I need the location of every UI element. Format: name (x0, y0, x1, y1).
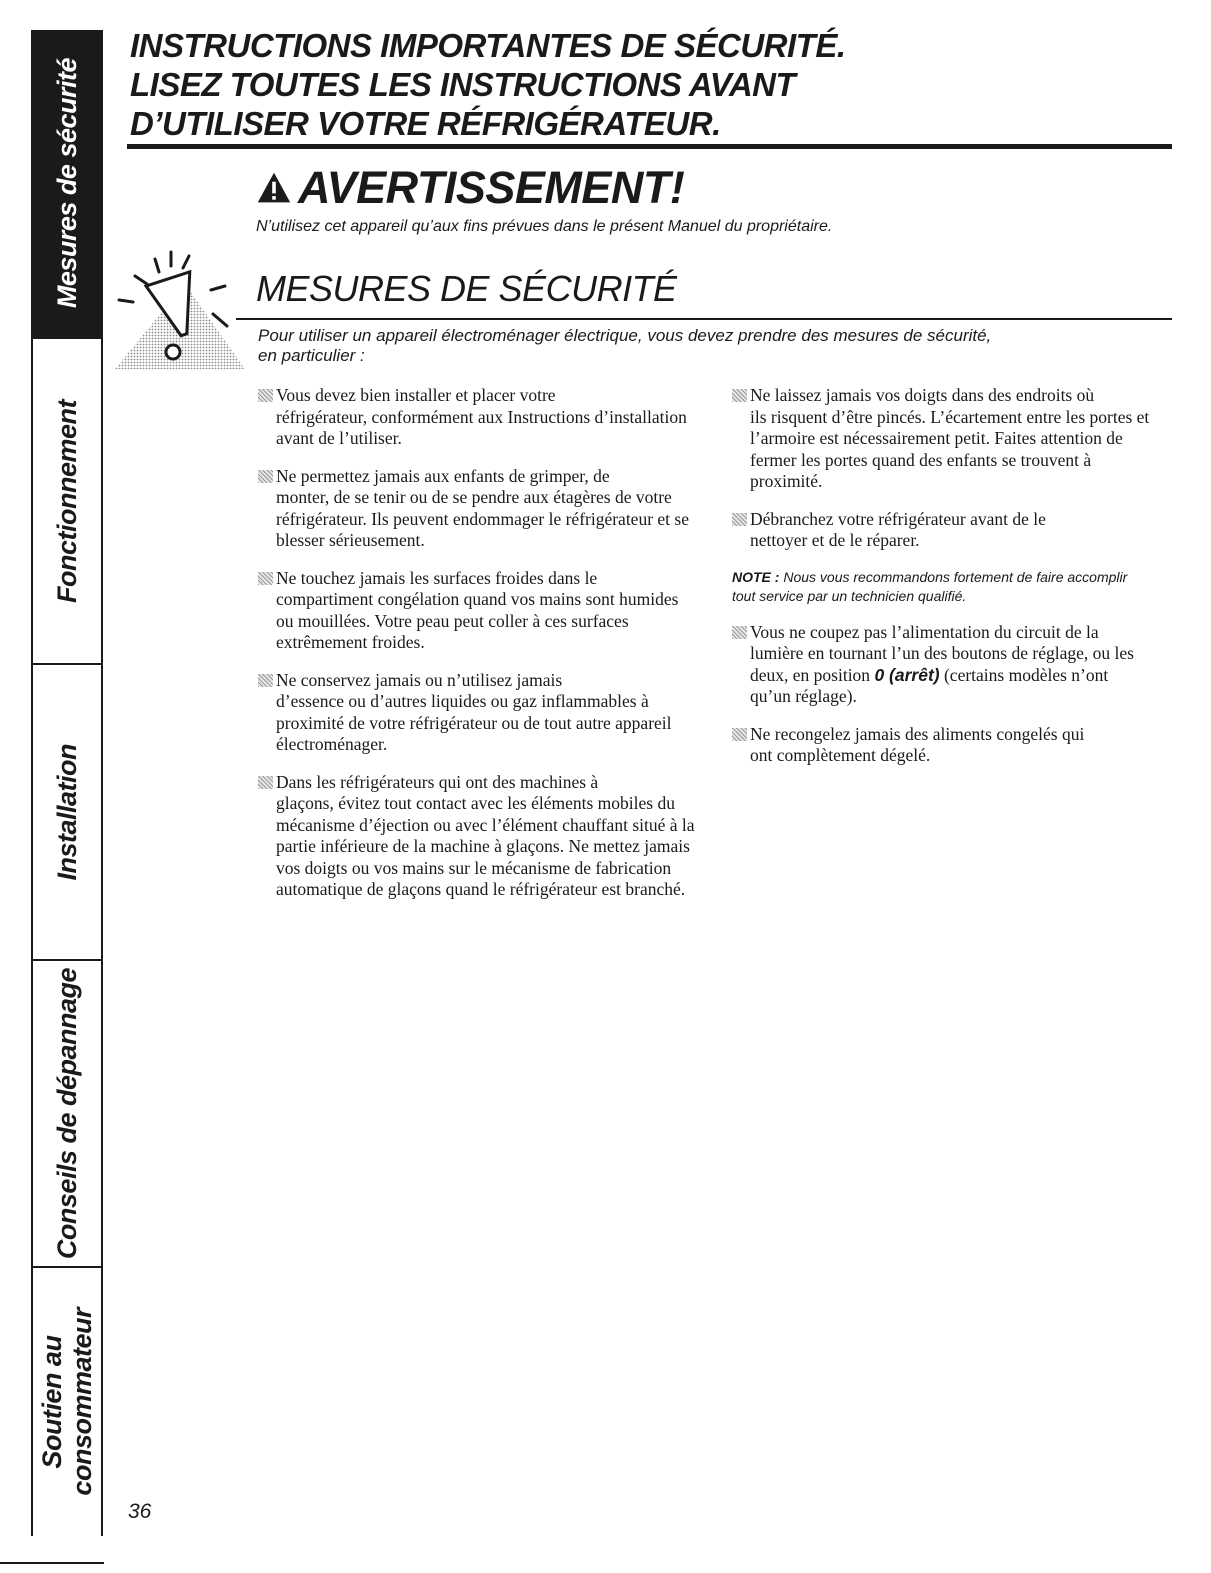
list-item: Ne touchez jamais les surfaces froides dans le compartiment congélation quand vos mains sont humides ou mouillées. Votre peau peut coller à ces surfaces extrêmement froides. (258, 568, 698, 654)
bullet-icon (258, 674, 273, 687)
bullet-icon (732, 728, 747, 741)
bullet-icon (258, 470, 273, 483)
list-item: Ne laissez jamais vos doigts dans des endroits où ils risquent d’être pincés. L’écartement entre les portes et l’armoire est nécessairement petit. Faites attention de fermer les portes quand des enfants se trouvent à proximité. (732, 385, 1152, 493)
bullet-icon (258, 572, 273, 585)
bullet-icon (258, 389, 273, 402)
list-item: Vous devez bien installer et placer votre réfrigérateur, conformément aux Instructions d’installation avant de l’utiliser. (258, 385, 698, 450)
left-column (258, 385, 698, 917)
tab-soutien-au-consommateur[interactable] (33, 1268, 101, 1536)
tab-label: Soutien au consommateur (37, 1308, 97, 1496)
bullet-icon (258, 776, 273, 789)
list-item: Débranchez votre réfrigérateur avant de le nettoyer et de le réparer. (732, 509, 1152, 552)
side-tabs (31, 30, 103, 1536)
title-line-1: INSTRUCTIONS IMPORTANTES DE SÉCURITÉ. (130, 27, 846, 64)
list-item: Dans les réfrigérateurs qui ont des machines à glaçons, évitez tout contact avec les éléments mobiles du mécanisme d’éjection ou avec l’élément chauffant situé à la partie inférieure de la machine à glaçons. Ne mettez jamais vos doigts ou vos mains sur le mécanisme de fabrication automatique de glaçons quand le réfrigérateur est branché. (258, 772, 698, 901)
intro-line-1: Pour utiliser un appareil électroménager électrique, vous devez prendre des mesures de sécurité, (258, 326, 992, 345)
tab-label: Mesures de sécurité (52, 58, 82, 309)
tab-installation[interactable] (33, 665, 101, 961)
section-intro (258, 326, 1138, 366)
warning-triangle-icon (256, 170, 292, 206)
tab-mesures-de-securite[interactable] (33, 30, 101, 339)
note-text: Nous vous recommandons fortement de faire accomplir tout service par un technicien qualifié. (732, 568, 1128, 604)
tab-label: Fonctionnement (52, 399, 82, 603)
right-column (732, 385, 1152, 783)
warning-subtitle: N’utilisez cet appareil qu’aux fins prévues dans le présent Manuel du propriétaire. (256, 218, 833, 235)
bottom-rule (0, 1562, 104, 1564)
page-number: 36 (128, 1500, 152, 1523)
off-position-label: 0 (arrêt) (874, 664, 940, 685)
section-rule (236, 318, 1172, 320)
bullet-icon (732, 513, 747, 526)
tab-label: Conseils de dépannage (52, 967, 82, 1260)
intro-line-2: en particulier : (258, 346, 365, 365)
bullet-icon (732, 389, 747, 402)
warning-heading (256, 162, 684, 214)
list-item: Ne recongelez jamais des aliments congelés qui ont complètement dégelé. (732, 724, 1152, 767)
note-label: NOTE : (732, 568, 780, 585)
section-title: MESURES DE SÉCURITÉ (256, 268, 677, 309)
tab-label: Installation (52, 743, 82, 881)
page-title (130, 26, 1170, 143)
list-item: Ne conservez jamais ou n’utilisez jamais d’essence ou d’autres liquides ou gaz inflammables à proximité de votre réfrigérateur ou de tout autre appareil électroménager. (258, 670, 698, 756)
note (732, 568, 1152, 606)
list-item: Ne permettez jamais aux enfants de grimper, de monter, de se tenir ou de se pendre aux étagères de votre réfrigérateur. Ils peuvent endommager le réfrigérateur et se blesser sérieusement. (258, 466, 698, 552)
title-line-3: D’UTILISER VOTRE RÉFRIGÉRATEUR. (130, 105, 721, 142)
safety-alert-icon (115, 244, 245, 374)
list-item: Vous ne coupez pas l’alimentation du circuit de la lumière en tournant l’un des boutons de réglage, ou les deux, en position 0 (arrêt) (certains modèles n’ont qu’un réglage). (732, 622, 1152, 708)
tab-fonctionnement[interactable] (33, 339, 101, 665)
warning-title: AVERTISSEMENT! (298, 162, 685, 213)
tab-conseils-de-depannage[interactable] (33, 961, 101, 1268)
header-rule (127, 144, 1172, 149)
bullet-icon (732, 626, 747, 639)
title-line-2: LISEZ TOUTES LES INSTRUCTIONS AVANT (130, 66, 796, 103)
